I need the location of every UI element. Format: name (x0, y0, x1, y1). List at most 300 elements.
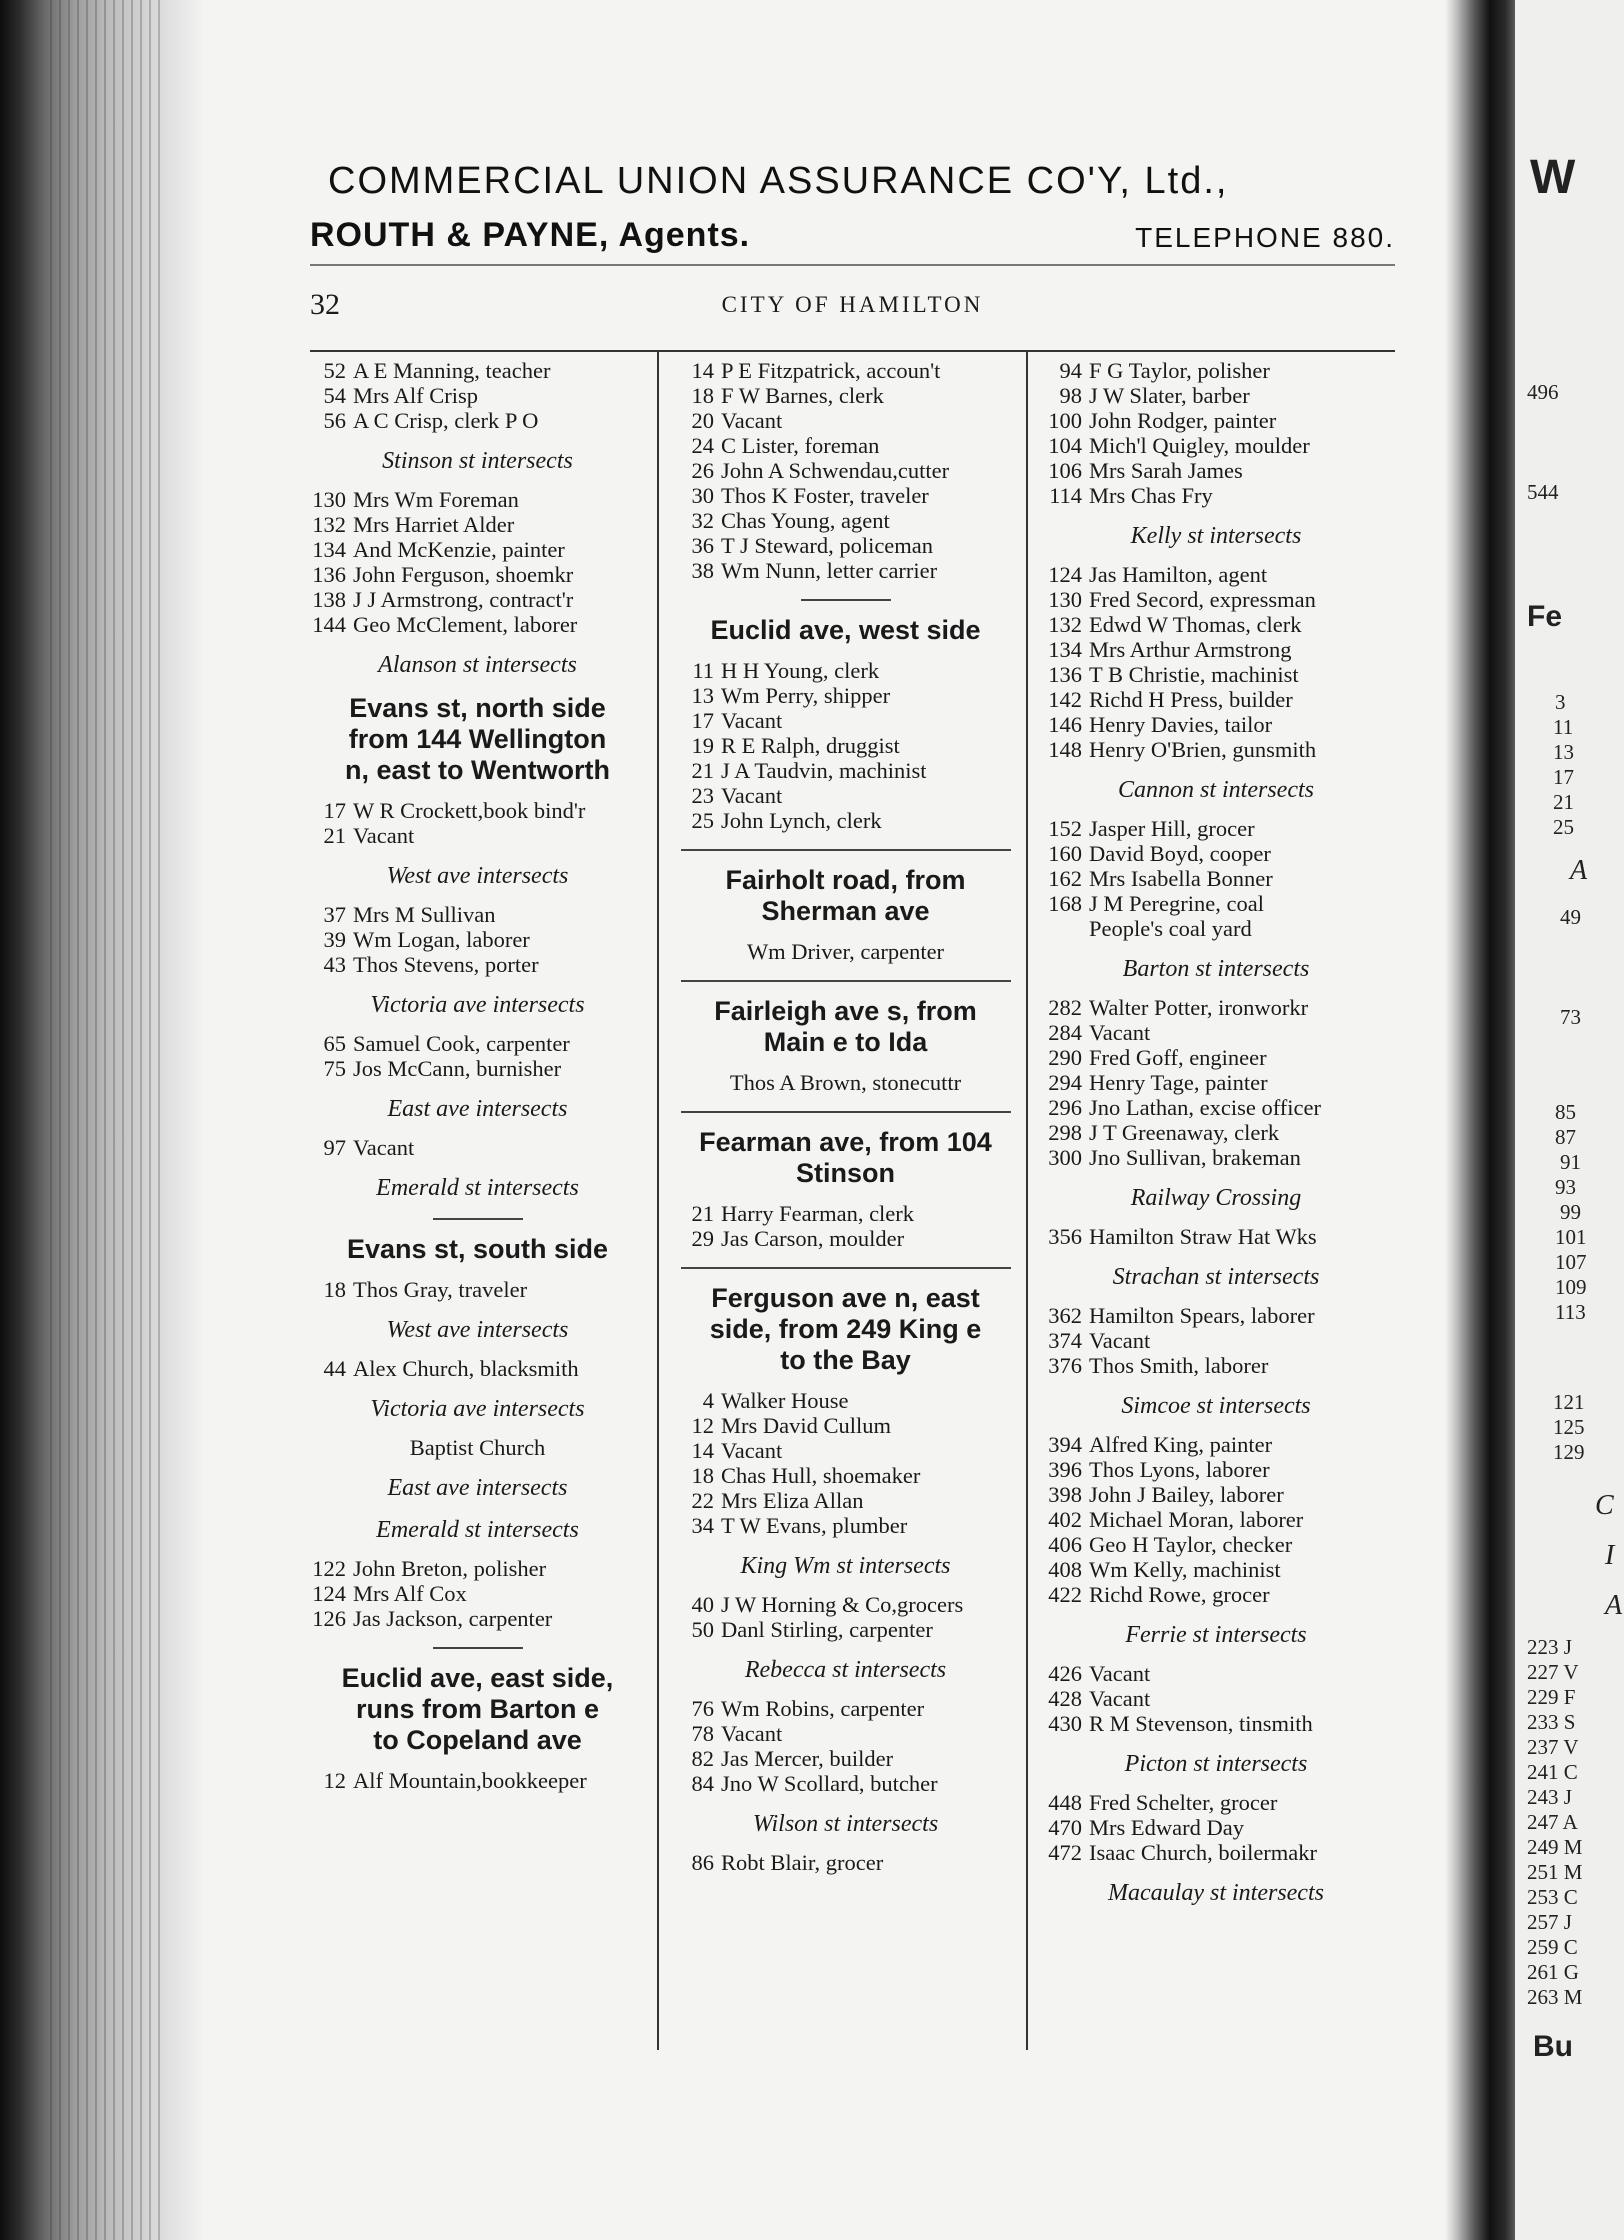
resident-name: Mrs Eliza Allan (721, 1488, 864, 1513)
entry-list (668, 1696, 1023, 1796)
page-number: 32 (310, 288, 340, 321)
house-number: 11 (692, 658, 714, 683)
facing-page-fragment: 93 (1555, 1175, 1576, 1199)
house-number: 18 (323, 1277, 346, 1302)
street-heading-line: from 144 Wellington (348, 724, 607, 754)
resident-name: And McKenzie, painter (353, 537, 565, 562)
facing-page-fragment: 249 M (1527, 1835, 1583, 1859)
facing-page-fragment: 223 J (1527, 1635, 1572, 1659)
facing-page-fragment: 129 (1553, 1440, 1585, 1464)
resident-name: People's coal yard (1089, 916, 1252, 941)
street-heading (668, 996, 1023, 1058)
resident-name: Thos Lyons, laborer (1089, 1457, 1270, 1482)
directory-entry (1036, 383, 1396, 408)
resident-name: Mrs Alf Cox (353, 1581, 467, 1606)
house-number: 56 (323, 408, 346, 433)
resident-name: Wm Robins, carpenter (721, 1696, 925, 1721)
resident-name: Alf Mountain,bookkeeper (353, 1768, 587, 1793)
street-heading (300, 1663, 655, 1756)
directory-entry (300, 1581, 655, 1606)
house-number: 448 (1048, 1790, 1082, 1815)
intersection-note: King Wm st intersects (740, 1553, 951, 1579)
section-separator (668, 599, 1023, 601)
entry-list (1036, 1303, 1396, 1378)
separator-rule (681, 1267, 1011, 1269)
facing-page-fragment: 21 (1553, 790, 1574, 814)
house-number: 296 (1048, 1095, 1082, 1120)
house-number: 470 (1048, 1815, 1082, 1840)
facing-page-fragment: 251 M (1527, 1860, 1583, 1884)
street-heading (668, 1283, 1023, 1376)
facing-page-fragment: Bu (1533, 2030, 1573, 2063)
directory-entry (1036, 1120, 1396, 1145)
resident-name: John Rodger, painter (1089, 408, 1277, 433)
house-number: 4 (702, 1388, 714, 1413)
directory-entry (668, 533, 1023, 558)
resident-name: John Ferguson, shoemkr (353, 562, 574, 587)
intersection-note: Stinson st intersects (382, 448, 573, 474)
house-number: 39 (323, 927, 346, 952)
resident-name: Harry Fearman, clerk (721, 1201, 915, 1226)
directory-entry (300, 952, 655, 977)
directory-entry (1036, 483, 1396, 508)
house-number: 132 (1048, 612, 1082, 637)
entry-list (1036, 816, 1396, 941)
entry-list (300, 1031, 655, 1081)
resident-name: J W Slater, barber (1089, 383, 1250, 408)
resident-name: Vacant (1089, 1686, 1151, 1711)
directory-entry (668, 383, 1023, 408)
directory-entry (1036, 1790, 1396, 1815)
directory-entry (1036, 358, 1396, 383)
resident-name: Thos Smith, laborer (1089, 1353, 1269, 1378)
house-number: 300 (1048, 1145, 1082, 1170)
house-number: 52 (323, 358, 346, 383)
resident-name: F W Barnes, clerk (721, 383, 884, 408)
directory-entry (1036, 1020, 1396, 1045)
resident-name: J T Greenaway, clerk (1089, 1120, 1280, 1145)
resident-name: Vacant (1089, 1661, 1151, 1686)
directory-entry (1036, 1303, 1396, 1328)
directory-entry (300, 1277, 655, 1302)
house-number: 122 (312, 1556, 346, 1581)
resident-name: J A Taudvin, machinist (721, 758, 927, 783)
house-number: 430 (1048, 1711, 1082, 1736)
street-heading-line: Evans st, north side (349, 693, 606, 723)
directory-entry (668, 1388, 1023, 1413)
street-heading (668, 1127, 1023, 1189)
house-number: 138 (312, 587, 346, 612)
intersection-note: Macaulay st intersects (1108, 1880, 1324, 1906)
resident-name: Vacant (721, 783, 783, 808)
directory-entry (300, 1031, 655, 1056)
resident-name: Alex Church, blacksmith (353, 1356, 579, 1381)
resident-name: John A Schwendau,cutter (721, 458, 950, 483)
house-number: 130 (1048, 587, 1082, 612)
separator-rule (433, 1218, 523, 1220)
house-number: 136 (312, 562, 346, 587)
facing-page-fragment: I (1605, 1540, 1615, 1571)
resident-name: Geo McClement, laborer (353, 612, 578, 637)
page-edges (50, 0, 160, 2240)
facing-page-fragment: 241 C (1527, 1760, 1578, 1784)
directory-entry (668, 1617, 1023, 1642)
house-number: 13 (691, 683, 714, 708)
resident-name: Samuel Cook, carpenter (353, 1031, 570, 1056)
house-number: 14 (691, 358, 714, 383)
resident-name: Vacant (1089, 1020, 1151, 1045)
resident-name: Mrs Arthur Armstrong (1089, 637, 1292, 662)
intersection-note: Kelly st intersects (1130, 523, 1302, 549)
street-heading (300, 1234, 655, 1265)
resident-name: Vacant (353, 823, 415, 848)
directory-entry (1036, 1145, 1396, 1170)
resident-name: P E Fitzpatrick, accoun't (721, 358, 941, 383)
resident-name: Thos Gray, traveler (353, 1277, 528, 1302)
directory-entry (668, 558, 1023, 583)
directory-entry (668, 1592, 1023, 1617)
facing-page-fragment: 259 C (1527, 1935, 1578, 1959)
resident-name: Fred Schelter, grocer (1089, 1790, 1278, 1815)
house-number: 17 (323, 798, 346, 823)
resident-name: Edwd W Thomas, clerk (1089, 612, 1302, 637)
house-number: 94 (1059, 358, 1082, 383)
resident-name: Jno W Scollard, butcher (721, 1771, 938, 1796)
house-number: 104 (1048, 433, 1082, 458)
directory-entry (1036, 1686, 1396, 1711)
directory-entry (668, 708, 1023, 733)
directory-entry (1036, 916, 1396, 941)
resident-name: John J Bailey, laborer (1089, 1482, 1284, 1507)
resident-name: J J Armstrong, contract'r (353, 587, 574, 612)
directory-entry (1036, 458, 1396, 483)
resident-name: T B Christie, machinist (1089, 662, 1299, 687)
resident-name: J W Horning & Co,grocers (721, 1592, 964, 1617)
directory-entry (300, 487, 655, 512)
facing-page-fragment: 229 F (1527, 1685, 1576, 1709)
separator-rule (681, 980, 1011, 982)
intersection-note: Victoria ave intersects (370, 1396, 585, 1422)
directory-entry (668, 1226, 1023, 1251)
house-number: 408 (1048, 1557, 1082, 1582)
facing-page-fragment: 257 J (1527, 1910, 1572, 1934)
intersection-note: Alanson st intersects (378, 652, 577, 678)
intersection-note: Barton st intersects (1122, 956, 1310, 982)
house-number: 134 (312, 537, 346, 562)
directory-entry (1036, 662, 1396, 687)
house-number: 402 (1048, 1507, 1082, 1532)
facing-page-fragment: 3 (1555, 690, 1566, 714)
house-number: 32 (691, 508, 714, 533)
house-number: 43 (323, 952, 346, 977)
house-number: 294 (1048, 1070, 1082, 1095)
house-number: 22 (691, 1488, 714, 1513)
house-number: 100 (1048, 408, 1082, 433)
directory-entry (668, 1771, 1023, 1796)
intersection-note: Victoria ave intersects (370, 992, 585, 1018)
resident-name: Robt Blair, grocer (721, 1850, 884, 1875)
house-number: 20 (691, 408, 714, 433)
house-number: 78 (691, 1721, 714, 1746)
facing-page-fragment: C (1595, 1490, 1614, 1521)
resident-name: Fred Goff, engineer (1089, 1045, 1267, 1070)
section-separator (668, 1267, 1023, 1269)
intersection-note: East ave intersects (387, 1096, 568, 1122)
house-number: 114 (1049, 483, 1082, 508)
section-separator (668, 849, 1023, 851)
directory-entry (1036, 1432, 1396, 1457)
entry-list (300, 358, 655, 433)
running-title: CITY OF HAMILTON (721, 292, 984, 317)
facing-page-fragment: 85 (1555, 1100, 1576, 1124)
resident-name: Chas Hull, shoemaker (721, 1463, 921, 1488)
directory-entry (668, 1463, 1023, 1488)
house-number: 168 (1048, 891, 1082, 916)
house-number: 24 (691, 433, 714, 458)
intersection-note: Emerald st intersects (376, 1175, 579, 1201)
directory-entry (1036, 1661, 1396, 1686)
house-number: 75 (323, 1056, 346, 1081)
facing-page-fragment: 261 G (1527, 1960, 1579, 1984)
directory-entry (300, 798, 655, 823)
directory-column-1 (300, 358, 655, 1793)
house-number: 23 (691, 783, 714, 808)
facing-page-fragment: 237 V (1527, 1735, 1579, 1759)
resident-name: Vacant (353, 1135, 415, 1160)
directory-entry (1036, 687, 1396, 712)
directory-entry (1036, 408, 1396, 433)
intersection-note: Picton st intersects (1124, 1751, 1308, 1777)
directory-entry (300, 1768, 655, 1793)
directory-entry (1036, 1095, 1396, 1120)
house-number: 40 (691, 1592, 714, 1617)
facing-page-fragment: 99 (1560, 1200, 1581, 1224)
facing-page-fragment: 253 C (1527, 1885, 1578, 1909)
directory-entry (1036, 1840, 1396, 1865)
resident-name: Vacant (721, 1721, 783, 1746)
directory-entry (1036, 891, 1396, 916)
directory-entry (668, 1746, 1023, 1771)
resident-name: Vacant (721, 708, 783, 733)
directory-entry (1036, 1328, 1396, 1353)
intersection-note: West ave intersects (386, 863, 569, 889)
house-number: 406 (1048, 1532, 1082, 1557)
header-rule (310, 350, 1395, 352)
directory-entry (1036, 1815, 1396, 1840)
house-number: 144 (312, 612, 346, 637)
facing-page-fragment: 13 (1553, 740, 1574, 764)
ad-agents: ROUTH & PAYNE, Agents. (310, 216, 751, 254)
facing-page-fragment: 247 A (1527, 1810, 1578, 1834)
house-number: 422 (1048, 1582, 1082, 1607)
house-number: 284 (1048, 1020, 1082, 1045)
house-number: 472 (1048, 1840, 1082, 1865)
directory-entry (668, 1696, 1023, 1721)
resident-name: W R Crockett,book bind'r (353, 798, 586, 823)
directory-entry (1036, 587, 1396, 612)
facing-page-fragment: Fe (1527, 600, 1563, 633)
street-heading (668, 865, 1023, 927)
house-number: 162 (1048, 866, 1082, 891)
house-number: 37 (323, 902, 346, 927)
resident-name: Alfred King, painter (1089, 1432, 1273, 1457)
section-separator (300, 1218, 655, 1220)
facing-page-fragment: A (1605, 1590, 1623, 1621)
resident-name: Jos McCann, burnisher (353, 1056, 562, 1081)
entry-list (300, 1135, 655, 1160)
street-heading-line: Euclid ave, east side, (341, 1663, 614, 1693)
house-number: 36 (691, 533, 714, 558)
separator-rule (681, 1111, 1011, 1113)
directory-entry (668, 658, 1023, 683)
house-number: 21 (691, 1201, 714, 1226)
intersection-note: Cannon st intersects (1118, 777, 1314, 803)
intersection-note: West ave intersects (386, 1317, 569, 1343)
resident-name: Mrs David Cullum (721, 1413, 892, 1438)
facing-page-fragment: 233 S (1527, 1710, 1576, 1734)
entry-list (300, 1768, 655, 1793)
house-number: 136 (1048, 662, 1082, 687)
resident-name: David Boyd, cooper (1089, 841, 1271, 866)
resident-name: Vacant (721, 408, 783, 433)
house-number: 86 (691, 1850, 714, 1875)
directory-entry (300, 902, 655, 927)
resident-name: Henry O'Brien, gunsmith (1089, 737, 1317, 762)
directory-entry (668, 808, 1023, 833)
facing-page-fragment: 87 (1555, 1125, 1576, 1149)
directory-entry (300, 537, 655, 562)
facing-page-fragment: 243 J (1527, 1785, 1572, 1809)
resident-name: Mich'l Quigley, moulder (1089, 433, 1310, 458)
house-number: 12 (323, 1768, 346, 1793)
house-number: 132 (312, 512, 346, 537)
resident-name: Henry Tage, painter (1089, 1070, 1268, 1095)
facing-page-fragment: 73 (1560, 1005, 1581, 1029)
resident-name: Walker House (721, 1388, 849, 1413)
resident-name: Jas Hamilton, agent (1089, 562, 1268, 587)
house-number: 160 (1048, 841, 1082, 866)
directory-entry (1036, 841, 1396, 866)
separator-rule (801, 599, 891, 601)
entry-list (1036, 1432, 1396, 1607)
street-heading-line: side, from 249 King e (709, 1314, 982, 1344)
entry-list (1036, 1790, 1396, 1865)
facing-page-edge (1515, 0, 1624, 2240)
directory-entry (668, 483, 1023, 508)
directory-entry (1036, 1353, 1396, 1378)
intersection-note: Rebecca st intersects (744, 1657, 947, 1683)
entry-list (668, 1388, 1023, 1538)
house-number: 21 (691, 758, 714, 783)
street-heading-line: Fairholt road, from (725, 865, 966, 895)
entry-list (668, 658, 1023, 833)
directory-entry (1036, 816, 1396, 841)
house-number: 126 (312, 1606, 346, 1631)
street-heading-line: Euclid ave, west side (710, 615, 981, 645)
street-heading (300, 693, 655, 786)
entry-list (668, 1850, 1023, 1875)
resident-name: Chas Young, agent (721, 508, 890, 533)
facing-page-fragment: 263 M (1527, 1985, 1583, 2009)
house-number: 26 (691, 458, 714, 483)
house-number: 396 (1048, 1457, 1082, 1482)
entry-list (300, 487, 655, 637)
column-rule (657, 352, 659, 2050)
entry-list (1036, 562, 1396, 762)
street-heading-line: Evans st, south side (346, 1234, 609, 1264)
intersection-note: Simcoe st intersects (1121, 1393, 1311, 1419)
directory-entry (1036, 866, 1396, 891)
house-number: 148 (1048, 737, 1082, 762)
directory-entry (668, 1413, 1023, 1438)
ad-company-line: COMMERCIAL UNION ASSURANCE CO'Y, Ltd., (328, 160, 1229, 202)
directory-column-2 (668, 358, 1023, 1875)
house-number: 298 (1048, 1120, 1082, 1145)
directory-entry (668, 508, 1023, 533)
resident-name: R E Ralph, druggist (721, 733, 900, 758)
directory-entry (668, 758, 1023, 783)
entry-list (668, 1592, 1023, 1642)
house-number: 282 (1048, 995, 1082, 1020)
directory-entry (668, 1488, 1023, 1513)
facing-page-fragment: 25 (1553, 815, 1574, 839)
directory-entry (668, 1438, 1023, 1463)
entry-list (668, 358, 1023, 583)
resident-name: Geo H Taylor, checker (1089, 1532, 1293, 1557)
resident-name: H H Young, clerk (721, 658, 880, 683)
directory-entry (1036, 737, 1396, 762)
resident-name: A C Crisp, clerk P O (353, 408, 539, 433)
resident-name: A E Manning, teacher (353, 358, 551, 383)
house-number: 428 (1048, 1686, 1082, 1711)
section-separator (300, 1647, 655, 1649)
centered-entry: Thos A Brown, stonecuttr (729, 1070, 962, 1095)
entry-list (300, 902, 655, 977)
entry-list (300, 1356, 655, 1381)
house-number: 84 (691, 1771, 714, 1796)
directory-column-3 (1036, 358, 1396, 1919)
house-number: 44 (323, 1356, 346, 1381)
house-number: 97 (323, 1135, 346, 1160)
facing-page-fragment: 91 (1560, 1150, 1581, 1174)
house-number: 374 (1048, 1328, 1082, 1353)
house-number: 30 (691, 483, 714, 508)
separator-rule (433, 1647, 523, 1649)
house-number: 130 (312, 487, 346, 512)
house-number: 54 (323, 383, 346, 408)
directory-entry (300, 358, 655, 383)
entry-list (300, 798, 655, 848)
house-number: 98 (1059, 383, 1082, 408)
resident-name: Jas Jackson, carpenter (353, 1606, 553, 1631)
intersection-note: Ferrie st intersects (1125, 1622, 1307, 1648)
street-heading-line: Fearman ave, from 104 (699, 1127, 992, 1157)
resident-name: Danl Stirling, carpenter (721, 1617, 933, 1642)
street-heading (668, 615, 1023, 646)
facing-page-fragment: 113 (1555, 1300, 1586, 1324)
facing-page-fragment: 101 (1555, 1225, 1587, 1249)
entry-list (1036, 1224, 1396, 1249)
facing-page-fragment: 544 (1527, 480, 1559, 504)
house-number: 290 (1048, 1045, 1082, 1070)
house-number: 12 (691, 1413, 714, 1438)
house-number: 29 (691, 1226, 714, 1251)
resident-name: Mrs Chas Fry (1089, 483, 1213, 508)
entry-list (1036, 1661, 1396, 1736)
directory-entry (300, 383, 655, 408)
facing-page-fragment: A (1570, 855, 1588, 886)
directory-entry (300, 1056, 655, 1081)
